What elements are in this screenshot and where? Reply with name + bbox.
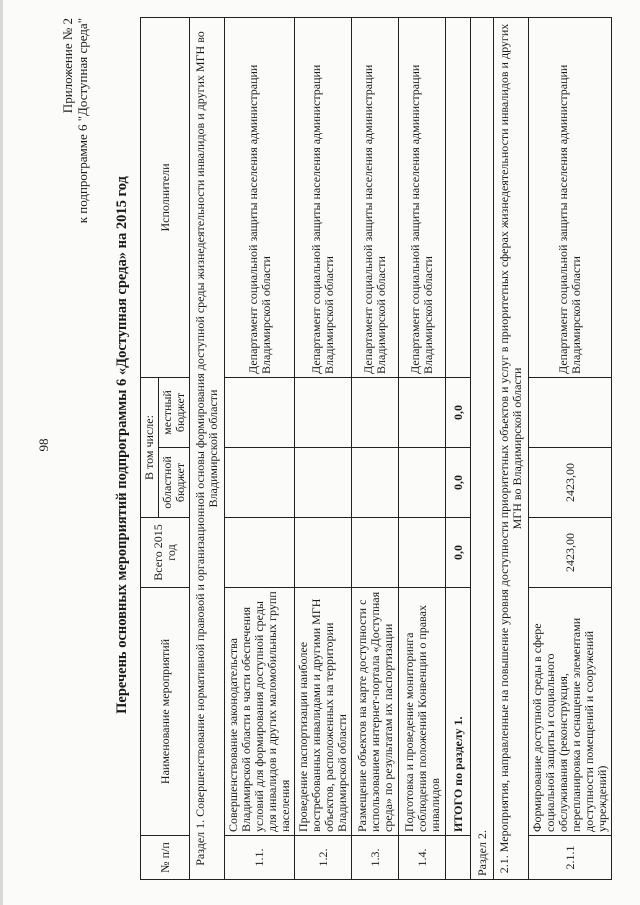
total-row [446, 17, 471, 879]
row-total [352, 518, 399, 588]
row-local [352, 377, 399, 447]
row-regional [225, 448, 295, 518]
appendix-note [60, 18, 90, 223]
total-label: ИТОГО по разделу 1. [446, 588, 471, 836]
header-name: Наименование мероприятий [141, 588, 190, 836]
header-executors: Исполнители [141, 17, 190, 377]
table-row [295, 17, 352, 879]
row-num: 1.2. [295, 836, 352, 880]
row-executor: Департамент социальной защиты населения администрации Владимирской области [529, 17, 612, 377]
row-total: 2423,00 [529, 518, 612, 588]
header-num: № п/п [141, 836, 190, 880]
row-num: 2.1.1 [529, 836, 612, 880]
row-name: Формирование доступной среды в сфере социальной защиты и социального обслуживания (реконструкция, перепланировка и оснащение элементами доступности помещений и сооружений учреждений) [529, 588, 612, 836]
section1-title: Раздел 1. Совершенствование нормативной правовой и организационной основы формирования доступной среды жизнедеятельности инвалидов и других МГН во Владимирской области [190, 17, 225, 879]
section-row [190, 17, 225, 879]
row-total [399, 518, 446, 588]
appendix-line-2: к подпрограмме 6 "Доступная среда" [75, 18, 90, 224]
row-regional [352, 448, 399, 518]
table-row [529, 17, 612, 879]
row-name: Размещение объектов на карте доступности с использованием интернет-портала «Доступная среда» по результатам их паспортизации [352, 588, 399, 836]
row-num: 1.1. [225, 836, 295, 880]
row-local [399, 377, 446, 447]
row-total [225, 518, 295, 588]
total-all: 0,0 [446, 518, 471, 588]
row-executor: Департамент социальной защиты населения администрации Владимирской области [399, 17, 446, 377]
header-local: местный бюджет [159, 377, 190, 447]
row-regional [399, 448, 446, 518]
row-regional [295, 448, 352, 518]
header-incl: В том числе: [141, 377, 159, 517]
appendix-line-1: Приложение № 2 [60, 18, 75, 114]
table-row [352, 17, 399, 879]
header-regional: областной бюджет [159, 448, 190, 518]
document-title: Перечень основных мероприятий подпрограммы 6 «Доступная среда» на 2015 год [114, 176, 130, 714]
page-edge [0, 0, 3, 905]
total-local: 0,0 [446, 377, 471, 447]
table-row [225, 17, 295, 879]
row-local [295, 377, 352, 447]
row-name: Подготовка и проведение мониторинга соблюдения положений Конвенции о правах инвалидов [399, 588, 446, 836]
row-name: Проведение паспортизации наиболее востребованных инвалидами и другими МГН объектов, расположенных на территории Владимирской области [295, 588, 352, 836]
table-row [399, 17, 446, 879]
section2-title: Раздел 2. [471, 17, 494, 879]
rotated-page [22, 10, 622, 880]
header-total: Всего 2015 год [141, 518, 190, 588]
row-total [295, 518, 352, 588]
row-regional: 2423,00 [529, 448, 612, 518]
section-row [471, 17, 494, 879]
measures-table [140, 17, 612, 880]
section2-subtitle: 2.1. Мероприятия, направленные на повышение уровня доступности приоритетных объектов и услуг в приоритетных сферах жизнедеятельности инвалидов и других МГН во Владимирской области [494, 17, 529, 879]
row-executor: Департамент социальной защиты населения администрации Владимирской области [225, 17, 295, 377]
total-regional: 0,0 [446, 448, 471, 518]
row-executor: Департамент социальной защиты населения администрации Владимирской области [295, 17, 352, 377]
row-num: 1.4. [399, 836, 446, 880]
row-num: 1.3. [352, 836, 399, 880]
row-local [529, 377, 612, 447]
table-header-row [141, 17, 159, 879]
row-name: Совершенствование законодательства Владимирской области в части обеспечения условий для формирования доступной среды для инвалидов и других маломобильных групп населения [225, 588, 295, 836]
row-executor: Департамент социальной защиты населения администрации Владимирской области [352, 17, 399, 377]
page-number: 98 [36, 438, 51, 452]
subsection-row [494, 17, 529, 879]
row-local [225, 377, 295, 447]
